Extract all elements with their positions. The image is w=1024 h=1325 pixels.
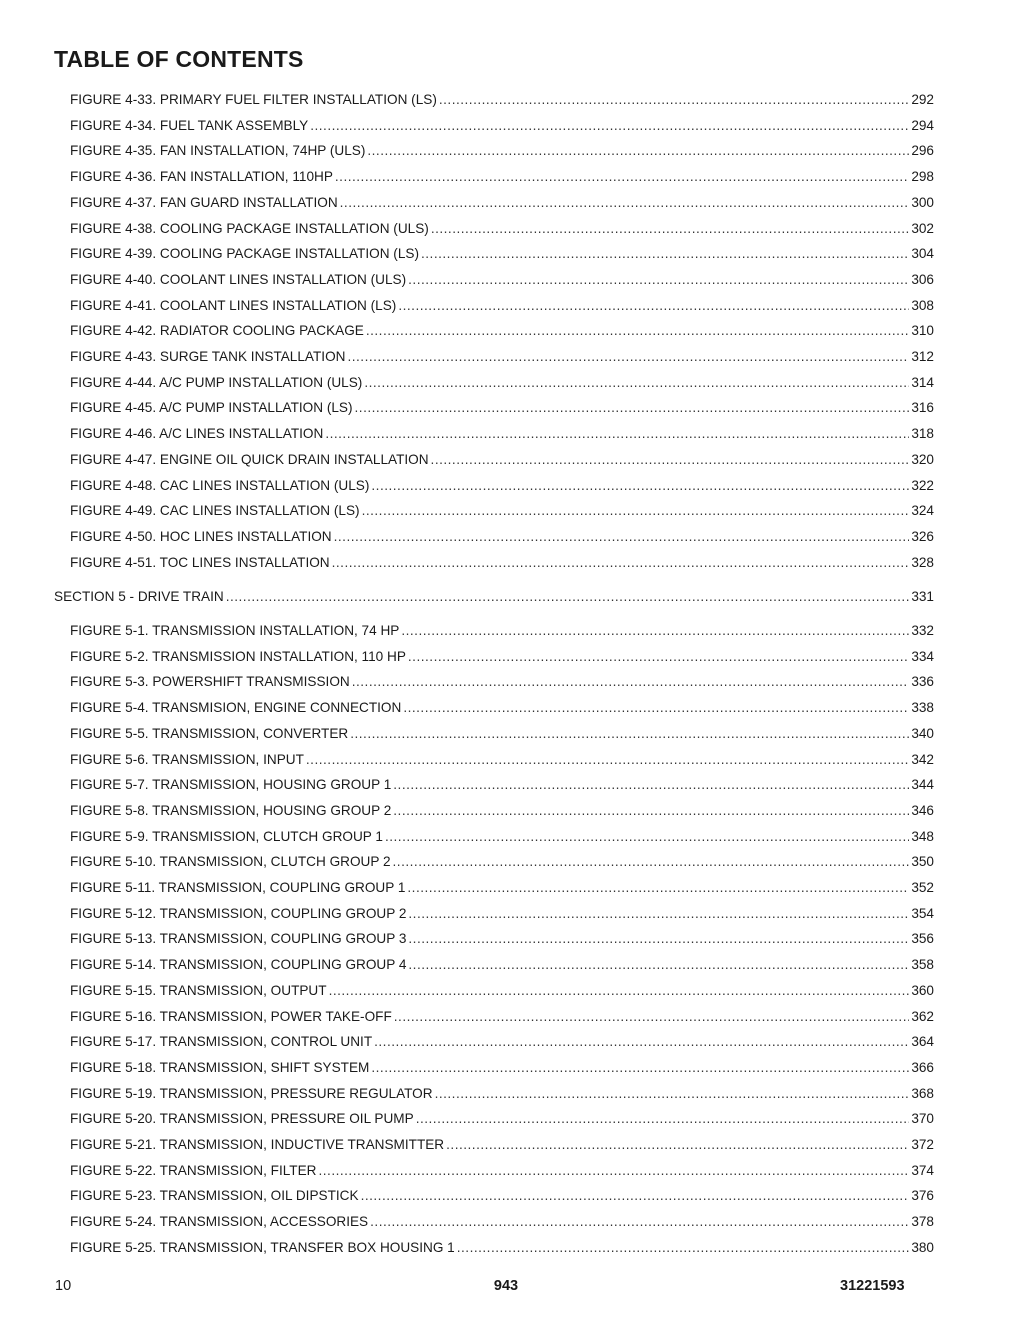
toc-entry-label: FIGURE 5-19. TRANSMISSION, PRESSURE REGULATOR — [70, 1085, 433, 1101]
toc-entry-label: FIGURE 4-43. SURGE TANK INSTALLATION — [70, 349, 346, 364]
toc-entry-label: FIGURE 4-40. COOLANT LINES INSTALLATION (ULS) — [70, 271, 407, 287]
toc-entry[interactable] — [70, 776, 934, 794]
toc-entry-page: 336 — [911, 674, 934, 690]
dot-leader — [374, 1033, 909, 1051]
toc-entry-page: 350 — [911, 854, 934, 870]
dot-leader — [352, 673, 910, 691]
toc-entry-label: FIGURE 5-9. TRANSMISSION, CLUTCH GROUP 1 — [70, 828, 383, 844]
toc-entry-label: FIGURE 4-34. FUEL TANK ASSEMBLY — [70, 117, 309, 133]
dot-leader — [408, 271, 909, 289]
toc-entry-label: FIGURE 5-17. TRANSMISSION, CONTROL UNIT — [70, 1034, 373, 1050]
dot-leader — [401, 622, 909, 640]
toc-entry-label: FIGURE 4-48. CAC LINES INSTALLATION (ULS) — [70, 477, 370, 493]
toc-entry-label: FIGURE 5-20. TRANSMISSION, PRESSURE OIL PUMP — [70, 1111, 414, 1127]
toc-entry-page: 358 — [911, 957, 934, 973]
toc-entry-label: FIGURE 4-41. COOLANT LINES INSTALLATION (LS) — [70, 297, 397, 313]
toc-entry[interactable] — [70, 271, 934, 289]
dot-leader — [319, 1162, 910, 1180]
toc-entry[interactable] — [70, 751, 934, 769]
dot-leader — [431, 220, 910, 238]
toc-entry-label: FIGURE 5-7. TRANSMISSION, HOUSING GROUP 1 — [70, 777, 392, 793]
toc-entry-page: 292 — [911, 92, 934, 107]
toc-entry[interactable] — [70, 502, 934, 520]
toc-entry-page: 376 — [911, 1188, 934, 1204]
toc-entry-page: 380 — [911, 1239, 934, 1255]
toc-entry-page: 340 — [911, 725, 934, 741]
toc-entry-label: FIGURE 5-1. TRANSMISSION INSTALLATION, 74 HP — [70, 623, 400, 638]
toc-entry[interactable] — [70, 425, 934, 443]
toc-entry-page: 334 — [911, 648, 934, 664]
toc-entry-page: 302 — [911, 220, 934, 236]
dot-leader — [364, 374, 909, 392]
toc-entry-page: 346 — [911, 802, 934, 818]
toc-entry-page: 366 — [911, 1059, 934, 1075]
dot-leader — [306, 751, 909, 769]
dot-leader — [355, 399, 910, 417]
toc-entry[interactable] — [70, 1059, 934, 1077]
dot-leader — [385, 828, 909, 846]
toc-entry-label: FIGURE 5-21. TRANSMISSION, INDUCTIVE TRANSMITTER — [70, 1137, 445, 1152]
dot-leader — [226, 588, 910, 606]
footer-page-number: 10 — [55, 1278, 72, 1294]
toc-entry-page: 348 — [911, 828, 934, 844]
toc-entry-page: 344 — [911, 777, 934, 793]
dot-leader — [394, 1008, 910, 1026]
toc-entry[interactable] — [70, 1110, 934, 1128]
dot-leader — [457, 1239, 910, 1257]
toc-entry[interactable] — [70, 1162, 934, 1180]
toc-entry-label: FIGURE 4-38. COOLING PACKAGE INSTALLATION (ULS) — [70, 220, 429, 236]
toc-entry-label: FIGURE 5-13. TRANSMISSION, COUPLING GROUP 3 — [70, 931, 407, 947]
toc-entry-page: 300 — [911, 194, 934, 210]
toc-entry[interactable] — [70, 399, 934, 417]
toc-entry[interactable] — [70, 930, 934, 948]
toc-entry-page: 298 — [911, 169, 934, 185]
toc-entry-label: FIGURE 5-25. TRANSMISSION, TRANSFER BOX HOUSING 1 — [70, 1239, 455, 1255]
toc-entry-label: FIGURE 5-24. TRANSMISSION, ACCESSORIES — [70, 1214, 369, 1230]
dot-leader — [334, 528, 910, 546]
toc-entry-page: 314 — [911, 374, 934, 390]
dot-leader — [332, 554, 910, 572]
toc-entry[interactable] — [70, 725, 934, 743]
toc-entry-label: FIGURE 5-4. TRANSMISION, ENGINE CONNECTION — [70, 700, 402, 716]
dot-leader — [435, 1085, 910, 1103]
dot-leader — [393, 853, 910, 871]
dot-leader — [408, 648, 909, 666]
toc-entry[interactable] — [70, 1033, 934, 1051]
page-title: TABLE OF CONTENTS — [54, 46, 304, 72]
toc-entry-label: FIGURE 5-5. TRANSMISSION, CONVERTER — [70, 725, 349, 741]
toc-entry-page: 310 — [911, 323, 934, 339]
toc-entry-label: FIGURE 4-45. A/C PUMP INSTALLATION (LS) — [70, 400, 353, 416]
toc-entry[interactable] — [70, 322, 934, 340]
toc-entry-label: FIGURE 5-11. TRANSMISSION, COUPLING GROUP 1 — [70, 880, 406, 895]
toc-entry-label: FIGURE 4-33. PRIMARY FUEL FILTER INSTALLATION (LS) — [70, 92, 437, 107]
dot-leader — [362, 502, 910, 520]
toc-entry[interactable] — [70, 554, 934, 572]
toc-entry-page: 304 — [911, 246, 934, 262]
dot-leader — [446, 1136, 909, 1154]
toc-entry-page: 312 — [911, 349, 934, 364]
toc-entry-page: 326 — [911, 528, 934, 544]
toc-entry-label: SECTION 5 - DRIVE TRAIN — [54, 588, 224, 604]
toc-entry[interactable] — [70, 194, 934, 212]
toc-entry[interactable] — [70, 905, 934, 923]
toc-entry-page: 352 — [911, 880, 934, 895]
toc-entry-label: FIGURE 4-39. COOLING PACKAGE INSTALLATION (LS) — [70, 246, 419, 262]
dot-leader — [347, 348, 909, 366]
toc-entry-page: 294 — [911, 117, 934, 133]
dot-leader — [329, 982, 910, 1000]
dot-leader — [408, 956, 909, 974]
toc-entry-label: FIGURE 5-14. TRANSMISSION, COUPLING GROUP 4 — [70, 957, 407, 973]
toc-entry-page: 296 — [911, 143, 934, 159]
toc-entry-label: FIGURE 4-50. HOC LINES INSTALLATION — [70, 528, 332, 544]
toc-entry[interactable] — [70, 528, 934, 546]
toc-entry-label: FIGURE 4-51. TOC LINES INSTALLATION — [70, 554, 330, 570]
toc-entry[interactable] — [70, 1213, 934, 1231]
toc-entry-page: 328 — [911, 554, 934, 570]
toc-entry-page: 368 — [911, 1085, 934, 1101]
dot-leader — [361, 1187, 910, 1205]
dot-leader — [421, 245, 909, 263]
dot-leader — [371, 1059, 909, 1077]
toc-entry-page: 318 — [911, 426, 934, 442]
toc-entry-label: FIGURE 5-3. POWERSHIFT TRANSMISSION — [70, 674, 350, 690]
toc-entry[interactable] — [70, 1136, 934, 1154]
dot-leader — [416, 1110, 910, 1128]
dot-leader — [366, 322, 909, 340]
toc-entry[interactable] — [70, 1187, 934, 1205]
dot-leader — [340, 194, 910, 212]
toc-entry[interactable] — [70, 477, 934, 495]
toc-entry-label: FIGURE 4-47. ENGINE OIL QUICK DRAIN INSTALLATION — [70, 451, 429, 467]
toc-entry[interactable] — [70, 1239, 934, 1257]
toc-entry[interactable] — [70, 91, 934, 109]
toc-entry-page: 370 — [911, 1111, 934, 1127]
toc-entry-page: 378 — [911, 1214, 934, 1230]
toc-entry[interactable] — [70, 828, 934, 846]
toc-entry-label: FIGURE 4-44. A/C PUMP INSTALLATION (ULS) — [70, 374, 363, 390]
toc-entry-label: FIGURE 5-8. TRANSMISSION, HOUSING GROUP 2 — [70, 802, 392, 818]
dot-leader — [393, 776, 909, 794]
toc-entry-label: FIGURE 5-12. TRANSMISSION, COUPLING GROUP 2 — [70, 905, 407, 921]
toc-entry-page: 356 — [911, 931, 934, 947]
toc-entry-label: FIGURE 4-36. FAN INSTALLATION, 110HP — [70, 169, 333, 185]
dot-leader — [403, 699, 909, 717]
toc-entry[interactable] — [70, 956, 934, 974]
toc-entry[interactable] — [70, 853, 934, 871]
toc-entry[interactable] — [70, 117, 934, 135]
dot-leader — [310, 117, 909, 135]
toc-entry-page: 308 — [911, 297, 934, 313]
toc-entry[interactable] — [70, 802, 934, 820]
toc-entry-label: FIGURE 5-18. TRANSMISSION, SHIFT SYSTEM — [70, 1059, 370, 1075]
dot-leader — [431, 451, 910, 469]
toc-entry-page: 338 — [911, 700, 934, 716]
toc-entry[interactable] — [70, 297, 934, 315]
dot-leader — [398, 297, 909, 315]
toc-entry-page: 316 — [911, 400, 934, 416]
toc-entry-label: FIGURE 5-6. TRANSMISSION, INPUT — [70, 751, 304, 767]
toc-entry[interactable] — [70, 673, 934, 691]
toc-entry-label: FIGURE 4-35. FAN INSTALLATION, 74HP (ULS) — [70, 143, 366, 159]
toc-entry-label: FIGURE 4-49. CAC LINES INSTALLATION (LS) — [70, 503, 360, 519]
toc-entry-label: FIGURE 5-15. TRANSMISSION, OUTPUT — [70, 982, 327, 998]
dot-leader — [325, 425, 909, 443]
toc-entry-page: 324 — [911, 503, 934, 519]
toc-entry[interactable] — [70, 1085, 934, 1103]
toc-entry-page: 364 — [911, 1034, 934, 1050]
dot-leader — [370, 1213, 909, 1231]
toc-entry-page: 306 — [911, 271, 934, 287]
toc-entry[interactable] — [70, 220, 934, 238]
toc-entry-page: 374 — [911, 1162, 934, 1178]
toc-entry[interactable] — [70, 982, 934, 1000]
toc-entry-page: 354 — [911, 905, 934, 921]
toc-entry-page: 342 — [911, 751, 934, 767]
toc-entry[interactable] — [70, 622, 934, 640]
toc-entry-label: FIGURE 4-37. FAN GUARD INSTALLATION — [70, 194, 338, 210]
toc-entry-page: 360 — [911, 982, 934, 998]
dot-leader — [393, 802, 909, 820]
toc-entry[interactable] — [70, 451, 934, 469]
toc-entry[interactable] — [70, 879, 934, 897]
toc-entry-label: FIGURE 5-22. TRANSMISSION, FILTER — [70, 1162, 317, 1178]
dot-leader — [371, 477, 909, 495]
toc-entry[interactable] — [70, 168, 934, 186]
footer-center-number: 943 — [493, 1278, 519, 1294]
toc-entry-label: FIGURE 5-23. TRANSMISSION, OIL DIPSTICK — [70, 1188, 359, 1204]
toc-entry-page: 331 — [911, 588, 934, 604]
dot-leader — [367, 142, 909, 160]
toc-entry-label: FIGURE 5-10. TRANSMISSION, CLUTCH GROUP 2 — [70, 854, 391, 870]
dot-leader — [408, 930, 909, 948]
dot-leader — [335, 168, 909, 186]
dot-leader — [407, 879, 909, 897]
toc-entry-page: 320 — [911, 451, 934, 467]
dot-leader — [439, 91, 909, 109]
toc-entry[interactable] — [70, 348, 934, 366]
dot-leader — [408, 905, 909, 923]
toc-entry-page: 322 — [911, 477, 934, 493]
toc-entry-label: FIGURE 4-46. A/C LINES INSTALLATION — [70, 426, 324, 442]
footer-document-number: 31221593 — [840, 1278, 905, 1294]
toc-entry[interactable] — [70, 699, 934, 717]
toc-entry-label: FIGURE 5-2. TRANSMISSION INSTALLATION, 110 HP — [70, 648, 406, 664]
dot-leader — [350, 725, 909, 743]
toc-entry[interactable] — [70, 142, 934, 160]
toc-entry-page: 332 — [911, 623, 934, 638]
toc-entry[interactable] — [70, 245, 934, 263]
toc-entry[interactable] — [70, 648, 934, 666]
toc-section-entry[interactable] — [54, 588, 934, 606]
toc-entry-label: FIGURE 4-42. RADIATOR COOLING PACKAGE — [70, 323, 364, 339]
toc-entry[interactable] — [70, 374, 934, 392]
toc-entry-page: 372 — [911, 1137, 934, 1152]
toc-entry[interactable] — [70, 1008, 934, 1026]
toc-entry-page: 362 — [911, 1008, 934, 1024]
toc-entry-label: FIGURE 5-16. TRANSMISSION, POWER TAKE-OFF — [70, 1008, 392, 1024]
